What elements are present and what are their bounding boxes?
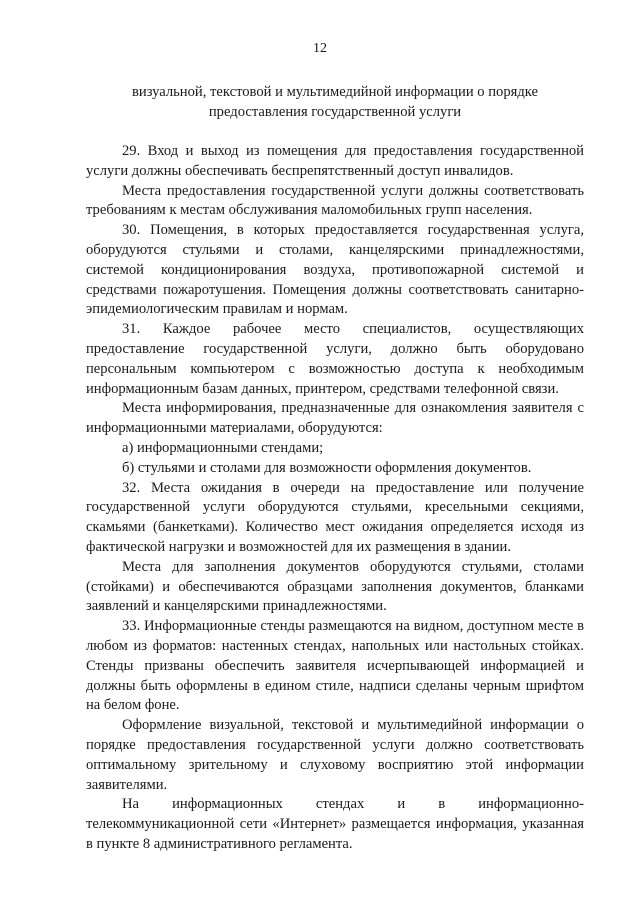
- paragraph-32: 32. Места ожидания в очереди на предоставление или получение государственной услуги оборудуются стульями, кресельными секциями, скамьями (банкетками). Количество мест ожидания определяется исходя из фактической нагрузки и возможностей для их размещения в здании.: [86, 479, 584, 555]
- paragraph-29: 29. Вход и выход из помещения для предоставления государственной услуги должны обеспечивать беспрепятственный доступ инвалидов.: [86, 143, 584, 179]
- paragraph-29-places: Места предоставления государственной услуги должны соответствовать требованиям к местам обслуживания маломобильных групп населения.: [86, 182, 584, 219]
- paragraph-33-internet: На информационных стендах и в информационно-телекоммуникационной сети «Интернет» размещается информация, указанная в пункте 8 административного регламента.: [86, 796, 584, 852]
- document-content: [86, 82, 584, 855]
- list-item-b: б) стульями и столами для возможности оформления документов.: [122, 459, 532, 476]
- paragraph-31-info-places: Места информирования, предназначенные для ознакомления заявителя с информационными материалами, оборудуются:: [86, 400, 584, 437]
- paragraph-33: 33. Информационные стенды размещаются на видном, доступном месте в любом из форматов: настенных стендах, напольных или настольных стойках. Стенды призваны обеспечить заявителя исчерпывающей информацией и должны быть оформлены в едином стиле, надписи сделаны черным шрифтом на белом фоне.: [86, 618, 584, 714]
- paragraph-30: 30. Помещения, в которых предоставляется государственная услуга, оборудуются стульями и столами, канцелярскими принадлежностями, системой кондиционирования воздуха, противопожарной системой и средствами пожаротушения. Помещения должны соответствовать санитарно-эпидемиологическим правилам и нормам.: [86, 222, 584, 318]
- paragraph-32-forms: Места для заполнения документов оборудуются стульями, столами (стойками) и обеспечиваются образцами заполнения документов, бланками заявлений и канцелярскими принадлежностями.: [86, 558, 584, 615]
- section-heading: [86, 82, 584, 122]
- section-heading-line-2: предоставления государственной услуги: [208, 104, 462, 120]
- paragraph-33-design: Оформление визуальной, текстовой и мультимедийной информации о порядке предоставления государственной услуги должно соответствовать оптимальному зрительному и слуховому восприятию этой информации заявителями.: [86, 717, 584, 793]
- list-item-a: а) информационными стендами;: [122, 439, 324, 456]
- document-body: [86, 142, 584, 855]
- section-heading-line-1: визуальной, текстовой и мультимедийной информации о порядке: [132, 84, 538, 100]
- page-number: 12: [313, 41, 327, 56]
- paragraph-31: 31. Каждое рабочее место специалистов, осуществляющих предоставление государственной услуги, должно быть оборудовано персональным компьютером с возможностью доступа к необходимым информационным базам данных, принтером, средствами телефонной связи.: [86, 321, 584, 397]
